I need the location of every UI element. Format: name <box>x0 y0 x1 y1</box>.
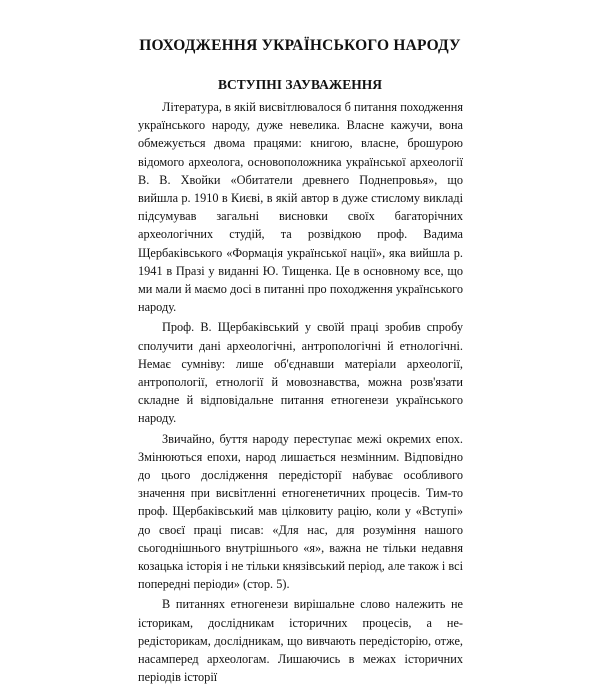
page-title: ПОХОДЖЕННЯ УКРАЇНСЬКОГО НАРОДУ <box>139 37 461 54</box>
paragraph-1: Література, в якій висвітлювалося б питання походження українського народу, дуже невелика. Власне кажучи, вона обмежується двома працями: книгою, власне, брошурою відомого археолога, основоположника української археології В. В. Хвойки «Обитатели древнего Поднепровья», що вийшла р. 1910 в Києві, в якій автор в дуже стислому викладі підсумував загальні висновки своїх багаторічних археологічних студій, та розвідкою проф. Вадима Щербаківського «Формація української нації», яка вийшла р. 1941 в Празі у виданні Ю. Тищенка. Це в основному все, що ми мали й маємо досі в питанні про походження українського народу. <box>138 100 463 315</box>
paragraph-4: В питаннях етногенези вирішальне слово належить не історикам, дослідникам історичних процесів, а не-редісторикам, дослідникам, що вивчають передісторію, отже, насамперед археологам. Лишаючись в межах історичних періодів історії <box>138 597 463 685</box>
paragraph-2: Проф. В. Щербаківський у своїй праці зробив спробу сполучити дані археологічні, антропологічні й етнологічні. Немає сумніву: лише об'єднавши матеріали археології, антропології, етнології й мовознавства, можна розв'язати складне й відповідальне питання етногенези українського народу. <box>138 320 463 426</box>
section-heading: ВСТУПНІ ЗАУВАЖЕННЯ <box>218 77 382 92</box>
paragraph-3: Звичайно, буття народу переступає межі окремих епох. Змінюються епохи, народ лишається незмінним. Відповідно до цього дослідження передісторії набуває особливого значення при висвітленні етногенетичних процесів. Тим-то проф. Щербаківський мав цілковиту рацію, коли у «Вступі» до своєї праці писав: «Для нас, для розуміння нашого сьогоднішнього внутрішнього «я», важна не тільки недавня козацька історія і не тільки князівський період, але також і всі попередні періоди» (стор. 5). <box>138 431 463 592</box>
